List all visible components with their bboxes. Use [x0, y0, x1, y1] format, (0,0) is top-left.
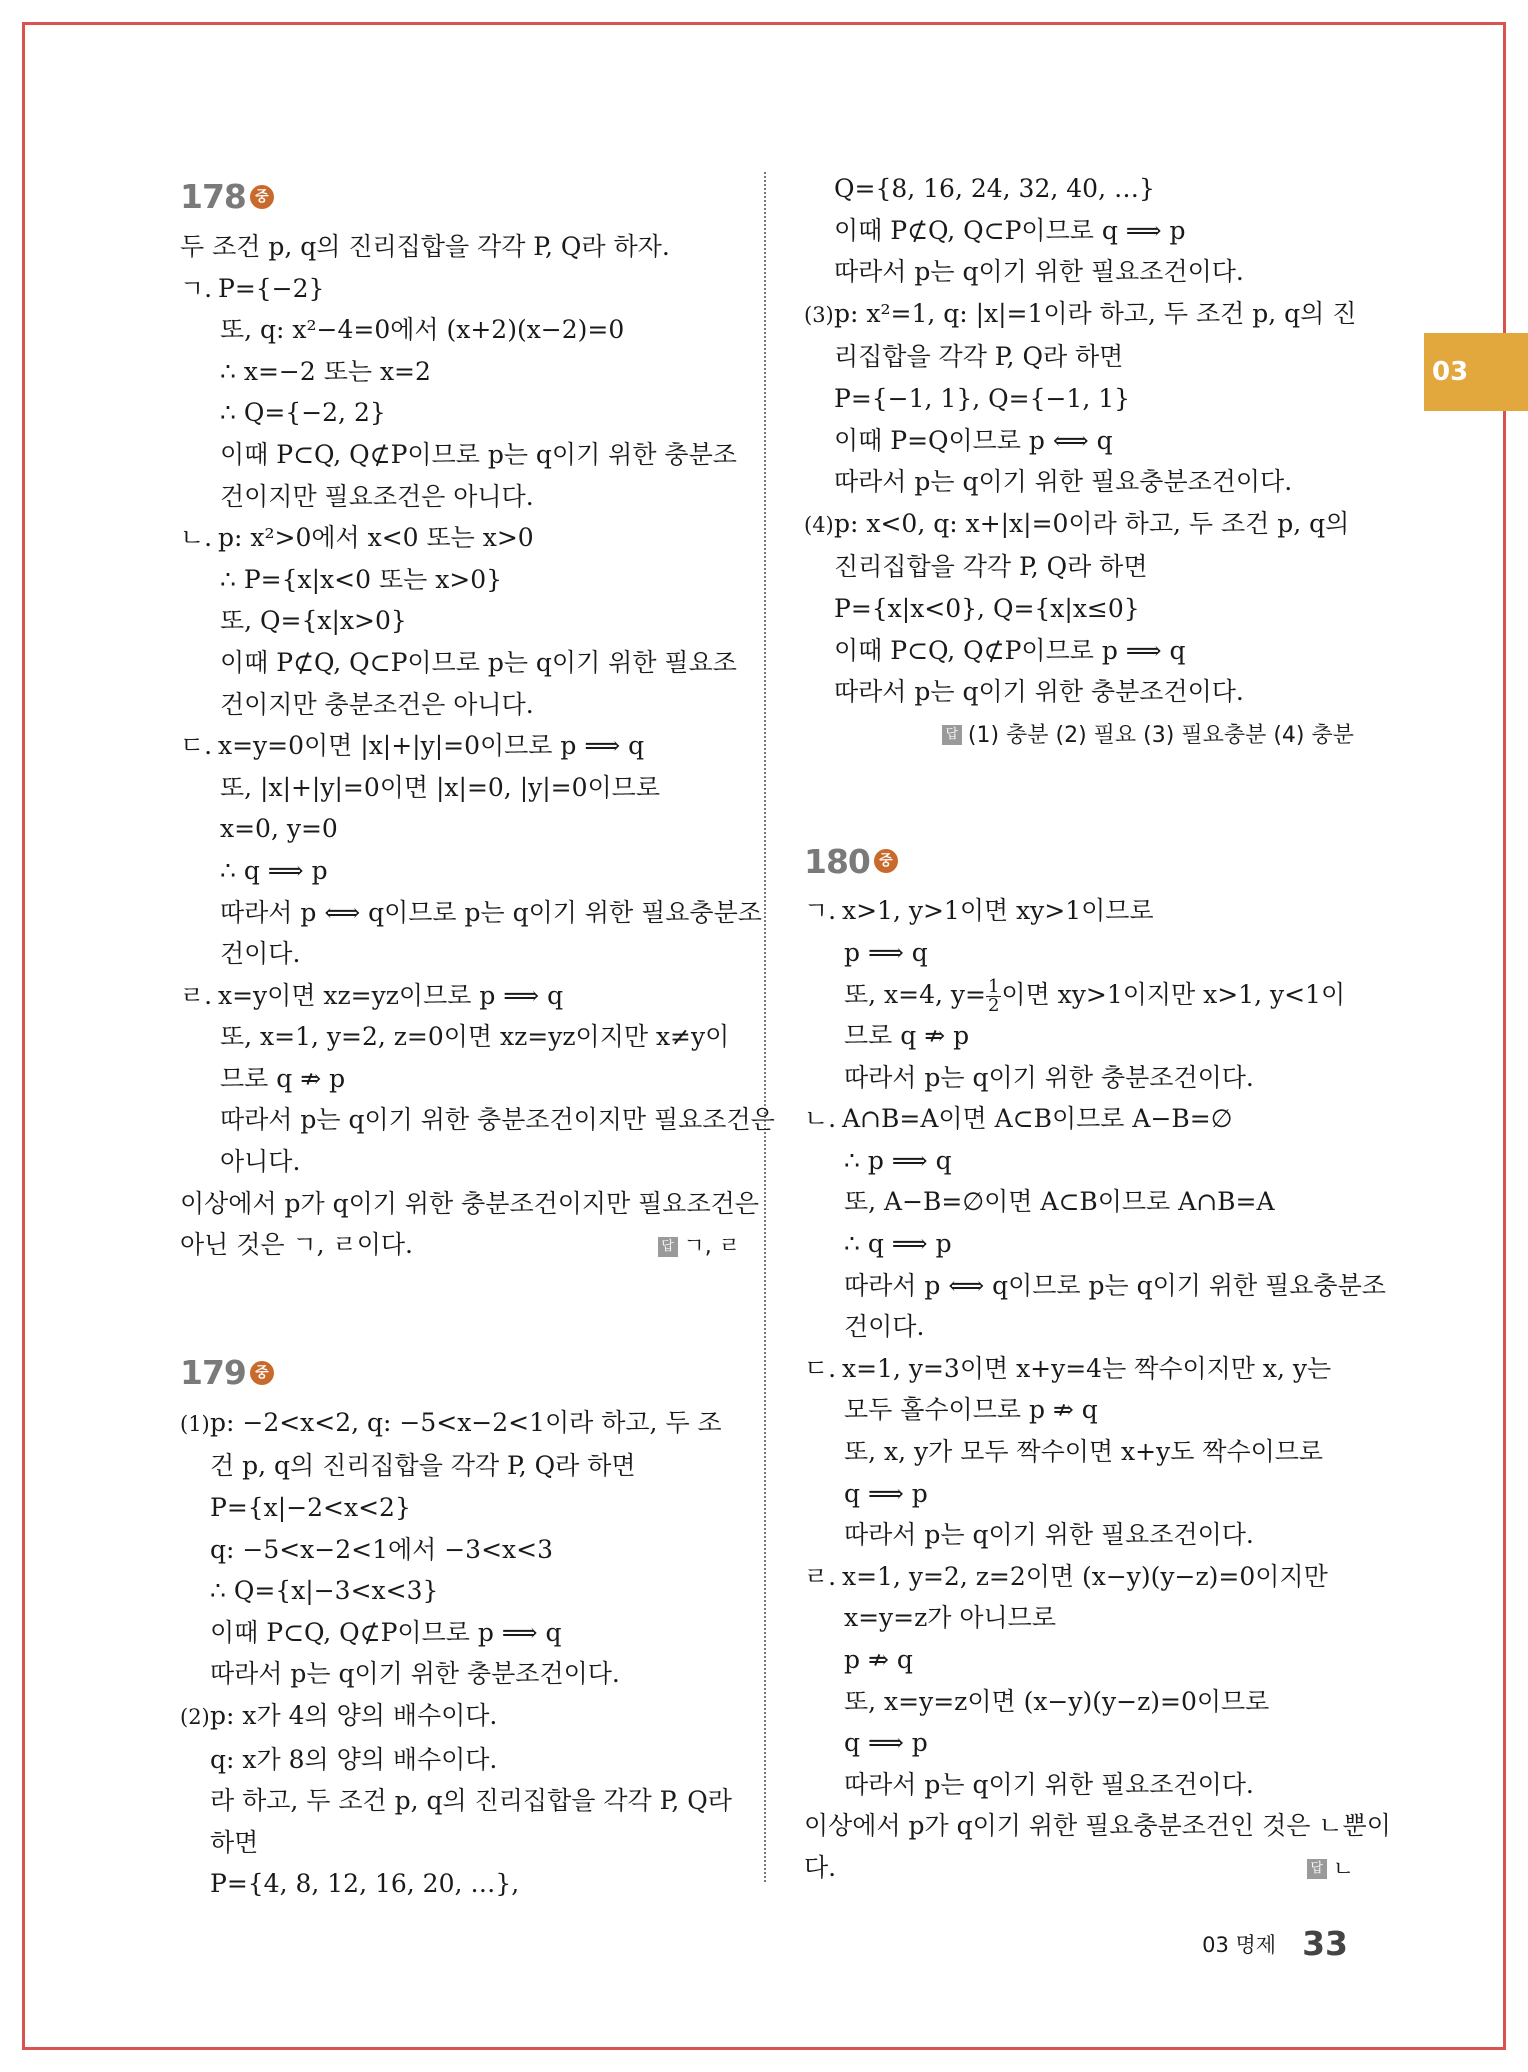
text-line — [804, 1556, 1354, 1598]
text-line: p ⟹ q — [844, 937, 928, 967]
difficulty-badge: 중 — [874, 849, 898, 873]
text-line: 또, A−B=∅이면 A⊂B이므로 A∩B=A — [844, 1187, 1275, 1217]
text-line — [180, 975, 740, 1017]
text-line: 진리집합을 각각 P, Q라 하면 — [834, 552, 1148, 582]
text-line: 따라서 p ⟺ q이므로 p는 q이기 위한 필요충분조 — [220, 897, 762, 927]
answer-mark-icon: 답 — [1307, 1859, 1327, 1879]
item-label: ㄹ. — [804, 1561, 837, 1591]
problem-number: 180 — [804, 841, 870, 881]
item-label: ㄱ. — [180, 273, 213, 303]
text-span: p: −2<x<2, q: −5<x−2<1이라 하고, 두 조 — [210, 1407, 722, 1437]
text-line — [180, 268, 740, 310]
item-label: ㄷ. — [180, 731, 213, 761]
text-line: 따라서 p는 q이기 위한 필요조건이다. — [844, 1520, 1254, 1550]
text-line — [804, 1098, 1354, 1140]
right-column — [804, 168, 1391, 1891]
fraction — [986, 975, 1001, 1016]
text-line: q: −5<x−2<1에서 −3<x<3 — [210, 1534, 553, 1564]
text-line: 건이다. — [220, 939, 301, 969]
item-label: (2) — [180, 1705, 210, 1729]
text-line — [180, 1224, 740, 1268]
text-line: 이때 P⊄Q, Q⊂P이므로 q ⟹ p — [834, 215, 1186, 245]
answer-mark-icon: 답 — [942, 725, 962, 745]
text-line: 모두 홀수이므로 p ⇏ q — [844, 1395, 1098, 1425]
text-line: 건이다. — [844, 1312, 925, 1342]
text-span: 다. — [804, 1852, 837, 1882]
text-line — [804, 293, 1357, 337]
fraction-numerator: 1 — [987, 975, 1000, 997]
text-line: 이상에서 p가 q이기 위한 충분조건이지만 필요조건은 — [180, 1188, 759, 1218]
text-line: 또, q: x²−4=0에서 (x+2)(x−2)=0 — [220, 315, 625, 345]
text-line: ∴ x=−2 또는 x=2 — [220, 356, 431, 386]
answer — [1307, 1847, 1354, 1891]
text-line: 이때 P⊂Q, Q⊄P이므로 p ⟹ q — [834, 635, 1186, 665]
text-span: x=y이면 xz=yz이므로 p ⟹ q — [218, 980, 564, 1010]
text-span: x=1, y=3이면 x+y=4는 짝수이지만 x, y는 — [842, 1353, 1332, 1383]
item-label: (3) — [804, 302, 834, 327]
text-line: 또, |x|+|y|=0이면 |x|=0, |y|=0이므로 — [220, 772, 660, 802]
problem-180-header — [804, 832, 1354, 890]
answer-text: (1) 충분 (2) 필요 (3) 필요충분 (4) 충분 — [967, 722, 1354, 748]
text-span: x=1, y=2, z=2이면 (x−y)(y−z)=0이지만 — [842, 1561, 1328, 1591]
text-line: 이때 P⊂Q, Q⊄P이므로 p ⟹ q — [210, 1617, 562, 1647]
text-line: 라 하고, 두 조건 p, q의 진리집합을 각각 P, Q라 — [210, 1786, 732, 1816]
item-label: ㄴ. — [804, 1104, 837, 1134]
text-line: 따라서 p ⟺ q이므로 p는 q이기 위한 필요충분조 — [844, 1270, 1386, 1300]
text-line: 건 p, q의 진리집합을 각각 P, Q라 하면 — [210, 1451, 636, 1481]
text-line: 하면 — [210, 1827, 259, 1857]
text-span: x>1, y>1이면 xy>1이므로 — [842, 896, 1154, 926]
text-line: 따라서 p는 q이기 위한 필요조건이다. — [834, 257, 1244, 287]
item-label: ㄴ. — [180, 523, 213, 553]
fraction-denominator: 2 — [987, 994, 1000, 1016]
problem-179-header — [180, 1344, 740, 1402]
page-footer — [1202, 1924, 1348, 1963]
item-label: ㄱ. — [804, 896, 837, 926]
text-line — [180, 725, 740, 767]
text-line: 따라서 p는 q이기 위한 충분조건이다. — [844, 1062, 1254, 1092]
text-span: 아닌 것은 ㄱ, ㄹ이다. — [180, 1230, 413, 1260]
text-line: 또, x=1, y=2, z=0이면 xz=yz이지만 x≠y이 — [220, 1022, 730, 1052]
text-span: p: x가 4의 양의 배수이다. — [210, 1701, 498, 1730]
text-line: ∴ p ⟹ q — [844, 1145, 952, 1175]
text-line: 이상에서 p가 q이기 위한 필요충분조건인 것은 ㄴ뿐이 — [804, 1811, 1391, 1841]
text-line: 건이지만 필요조건은 아니다. — [220, 481, 534, 511]
answer-mark-icon: 답 — [658, 1237, 678, 1257]
text-line: P={4, 8, 12, 16, 20, …}, — [210, 1869, 520, 1899]
text-line: P={x|x<0}, Q={x|x≤0} — [834, 593, 1140, 623]
text-line: 따라서 p는 q이기 위한 필요충분조건이다. — [834, 467, 1293, 497]
text-line: 이때 P⊂Q, Q⊄P이므로 p는 q이기 위한 충분조 — [220, 439, 737, 469]
text-line: p ⇏ q — [844, 1645, 913, 1674]
chapter-tab: 03 — [1424, 333, 1528, 411]
text-line — [180, 1402, 740, 1446]
text-line: 따라서 p는 q이기 위한 필요조건이다. — [844, 1769, 1254, 1799]
text-line: ∴ q ⟹ p — [220, 855, 328, 885]
text-line: x=y=z가 아니므로 — [844, 1603, 1056, 1633]
text-line: ∴ Q={−2, 2} — [220, 398, 386, 428]
item-label: ㄷ. — [804, 1353, 837, 1383]
text-span: p: x<0, q: x+|x|=0이라 하고, 두 조건 p, q의 — [834, 508, 1350, 538]
text-line: 따라서 p는 q이기 위한 충분조건이다. — [834, 677, 1244, 707]
difficulty-badge: 중 — [250, 185, 274, 209]
text-line: 또, Q={x|x>0} — [220, 606, 407, 636]
text-line: 이때 P=Q이므로 p ⟺ q — [834, 425, 1113, 455]
text-line: P={−1, 1}, Q={−1, 1} — [834, 383, 1131, 413]
text-line — [804, 1348, 1354, 1390]
text-line: x=0, y=0 — [220, 814, 338, 844]
text-line: q ⟹ p — [844, 1478, 928, 1508]
text-line: 두 조건 p, q의 진리집합을 각각 P, Q라 하자. — [180, 232, 670, 261]
item-label: (1) — [180, 1411, 210, 1436]
item-label: ㄹ. — [180, 980, 213, 1010]
text-span: P={−2} — [218, 273, 325, 303]
text-line: ∴ Q={x|−3<x<3} — [210, 1576, 439, 1606]
text-line: q ⟹ p — [844, 1728, 928, 1758]
difficulty-badge: 중 — [250, 1361, 274, 1385]
text-line: 건이지만 충분조건은 아니다. — [220, 689, 534, 719]
page-number: 33 — [1302, 1924, 1348, 1963]
text-span: A∩B=A이면 A⊂B이므로 A−B=∅ — [842, 1104, 1233, 1134]
text-line: 따라서 p는 q이기 위한 충분조건이다. — [210, 1659, 620, 1689]
text-line: 므로 q ⇏ p — [220, 1063, 346, 1093]
chapter-label: 03 명제 — [1202, 1932, 1277, 1957]
text-line: q: x가 8의 양의 배수이다. — [210, 1744, 498, 1774]
text-line: P={x|−2<x<2} — [210, 1493, 411, 1523]
text-span: x=y=0이면 |x|+|y|=0이므로 p ⟹ q — [218, 731, 645, 761]
text-span: 또, x=4, y= — [844, 979, 986, 1009]
text-line — [180, 517, 740, 559]
text-line: 이때 P⊄Q, Q⊂P이므로 p는 q이기 위한 필요조 — [220, 647, 737, 677]
answer — [804, 713, 1354, 757]
answer-text: ㄴ — [1332, 1856, 1354, 1882]
text-line — [804, 503, 1354, 547]
text-line: ∴ P={x|x<0 또는 x>0} — [220, 564, 503, 594]
left-column — [180, 168, 775, 1905]
text-line: 리집합을 각각 P, Q라 하면 — [834, 342, 1124, 372]
text-line — [804, 974, 1354, 1016]
text-span: p: x²>0에서 x<0 또는 x>0 — [218, 523, 534, 553]
text-line: 따라서 p는 q이기 위한 충분조건이지만 필요조건은 — [220, 1105, 775, 1135]
item-label: (4) — [804, 512, 834, 537]
text-line: ∴ q ⟹ p — [844, 1229, 952, 1259]
text-line: 므로 q ⇏ p — [844, 1021, 970, 1051]
text-span: p: x²=1, q: |x|=1이라 하고, 두 조건 p, q의 진 — [834, 298, 1357, 328]
column-divider — [764, 172, 766, 1882]
text-line — [180, 1695, 740, 1739]
answer-text: ㄱ, ㄹ — [683, 1234, 740, 1260]
text-line — [804, 1847, 1354, 1891]
text-span: 이면 xy>1이지만 x>1, y<1이 — [1001, 979, 1346, 1009]
text-line: 아니다. — [220, 1147, 301, 1177]
text-line: 또, x=y=z이면 (x−y)(y−z)=0이므로 — [844, 1686, 1270, 1716]
problem-number: 178 — [180, 177, 246, 217]
text-line: 또, x, y가 모두 짝수이면 x+y도 짝수이므로 — [844, 1437, 1324, 1467]
text-line: Q={8, 16, 24, 32, 40, …} — [834, 174, 1155, 203]
answer — [658, 1224, 741, 1268]
problem-number: 179 — [180, 1353, 246, 1393]
text-line — [804, 890, 1354, 932]
problem-178-header — [180, 168, 740, 226]
